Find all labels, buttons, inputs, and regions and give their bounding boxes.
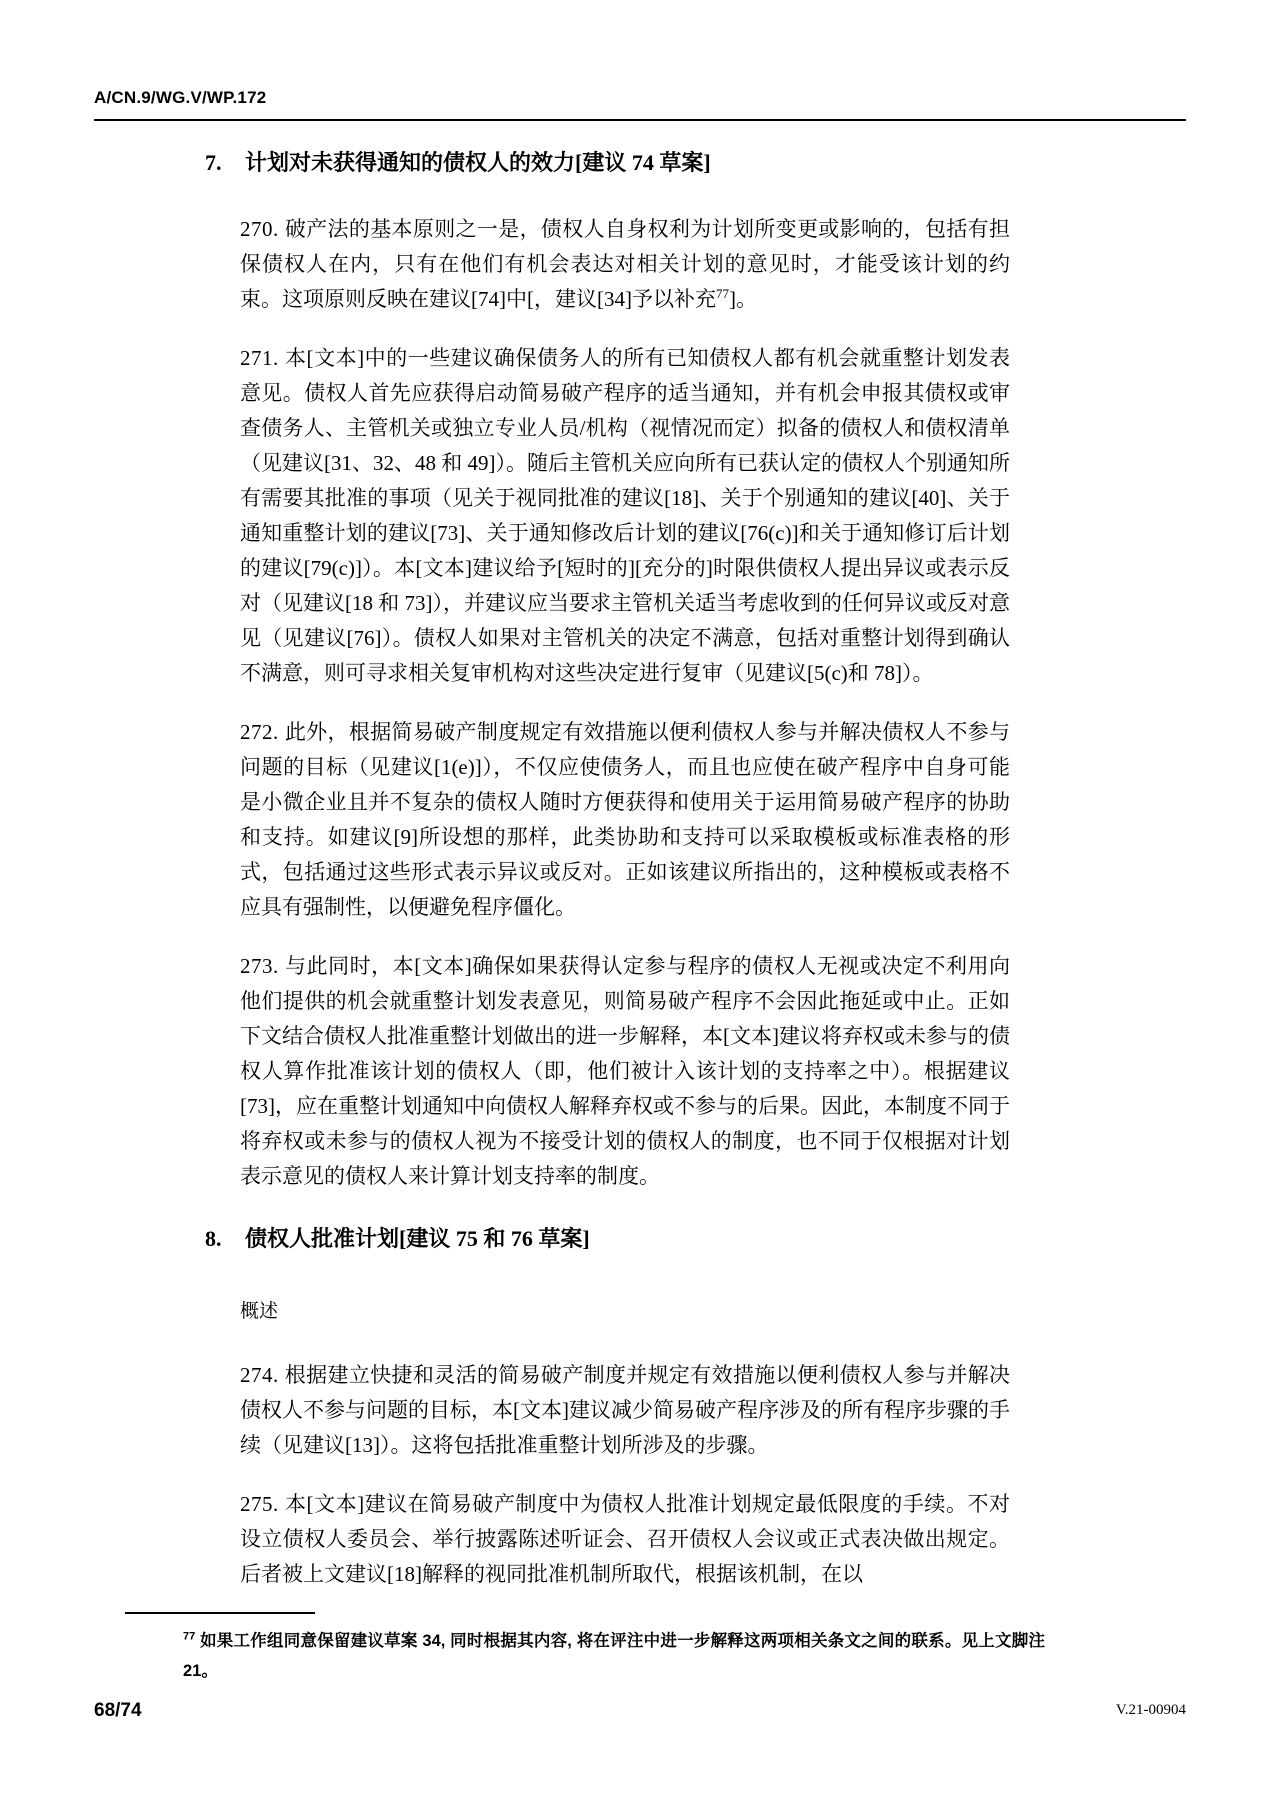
footnote-marker: 77 bbox=[183, 1630, 196, 1643]
paragraph-273: 273. 与此同时，本[文本]确保如果获得认定参与程序的债权人无视或决定不利用向他们提供的机会就重整计划发表意见，则简易破产程序不会因此拖延或中止。正如下文结合债权人批准重整计划做出的进一步解释，本[文本]建议将弃权或未参与的债权人算作批准该计划的债权人（即，他们被计入该计划的支持率之中）。根据建议[73]，应在重整计划通知中向债权人解释弃权或不参与的后果。因此，本制度不同于将弃权或未参与的债权人视为不接受计划的债权人的制度，也不同于仅根据对计划表示意见的债权人来计算计划支持率的制度。 bbox=[240, 954, 1011, 1188]
paragraph-271: 271. 本[文本]中的一些建议确保债务人的所有已知债权人都有机会就重整计划发表意见。债权人首先应获得启动简易破产程序的适当通知，并有机会申报其债权或审查债务人、主管机关或独立专业人员/机构（视情况而定）拟备的债权人和债权清单（见建议[31、32、48 和 49]）。随后主管机关应向所有已获认定的债权人个别通知所有需要其批准的事项（见关于视同批准的建议[18]、关于个别通知的建议[40]、关于通知重整计划的建议[73]、关于通知修改后计划的建议[76(c)]和关于通知修订后计划的建议[79(c)]）。本[文本]建议给予[短时的][充分的]时限供债权人提出异议或表示反对（见建议[18 和 73]），并建议应当要求主管机关适当考虑收到的任何异议或反对意见（见建议[76]）。债权人如果对主管机关的决定不满意，包括对重整计划得到确认不满意，则可寻求相关复审机构对这些决定进行复审（见建议[5(c)和 78]）。 bbox=[240, 346, 1011, 685]
footnote-block bbox=[125, 1612, 1085, 1686]
paragraph-number: 273. bbox=[240, 954, 286, 978]
section-number: 8. bbox=[205, 1226, 222, 1251]
document-symbol: A/CN.9/WG.V/WP.172 bbox=[94, 88, 267, 107]
paragraph-272: 272. 此外，根据简易破产制度规定有效措施以便利债权人参与并解决债权人不参与问题的目标（见建议[1(e)]），不仅应使债务人，而且也应使在破产程序中自身可能是小微企业且并不复杂的债权人随时方便获得和使用关于运用简易破产程序的协助和支持。如建议[9]所设想的那样，此类协助和支持可以采取模板或标准表格的形式，包括通过这些形式表示异议或反对。正如该建议所指出的，这种模板或表格不应具有强制性，以便避免程序僵化。 bbox=[240, 720, 1011, 919]
page-number: 68/74 bbox=[94, 1700, 142, 1721]
footnote-ref: 77 bbox=[715, 286, 729, 301]
header-rule bbox=[94, 119, 1186, 121]
paragraph-number: 274. bbox=[240, 1363, 285, 1387]
section-title: 计划对未获得通知的债权人的效力[建议 74 草案] bbox=[245, 150, 711, 175]
document-reference-number: V.21-00904 bbox=[1115, 1702, 1186, 1718]
footnote-separator-rule bbox=[125, 1612, 315, 1614]
section-heading-7 bbox=[205, 148, 1012, 178]
section-heading-8 bbox=[205, 1224, 1012, 1254]
footnote-list bbox=[125, 1626, 1085, 1686]
paragraph-number: 275. bbox=[240, 1492, 286, 1516]
paragraph-number: 271. bbox=[240, 346, 286, 370]
section-number: 7. bbox=[205, 150, 222, 175]
paragraph-270: 270. 破产法的基本原则之一是，债权人自身权利为计划所变更或影响的，包括有担保债权人在内，只有在他们有机会表达对相关计划的意见时，才能受该计划的约束。这项原则反映在建议[74]中[，建议[34]予以补充$^{77}$]。 bbox=[240, 217, 1011, 311]
footnote-77: $^{77}$ 如果工作组同意保留建议草案 34, 同时根据其内容, 将在评注中进一步解释这两项相关条文之间的联系。见上文脚注 21。 bbox=[183, 1630, 1045, 1680]
paragraph-274: 274. 根据建立快捷和灵活的简易破产制度并规定有效措施以便利债权人参与并解决债权人不参与问题的目标，本[文本]建议减少简易破产程序涉及的所有程序步骤的手续（见建议[13]）。这将包括批准重整计划所涉及的步骤。 bbox=[240, 1363, 1011, 1457]
paragraph-number: 272. bbox=[240, 720, 285, 744]
paragraph-275: 275. 本[文本]建议在简易破产制度中为债权人批准计划规定最低限度的手续。不对设立债权人委员会、举行披露陈述听证会、召开债权人会议或正式表决做出规定。后者被上文建议[18]解释的视同批准机制所取代，根据该机制，在以 bbox=[240, 1492, 1011, 1586]
section-title: 债权人批准计划[建议 75 和 76 草案] bbox=[245, 1226, 590, 1251]
document-body bbox=[205, 140, 1012, 1592]
section-subtitle: 概述 bbox=[240, 1301, 279, 1322]
paragraph-number: 270. bbox=[240, 217, 285, 241]
